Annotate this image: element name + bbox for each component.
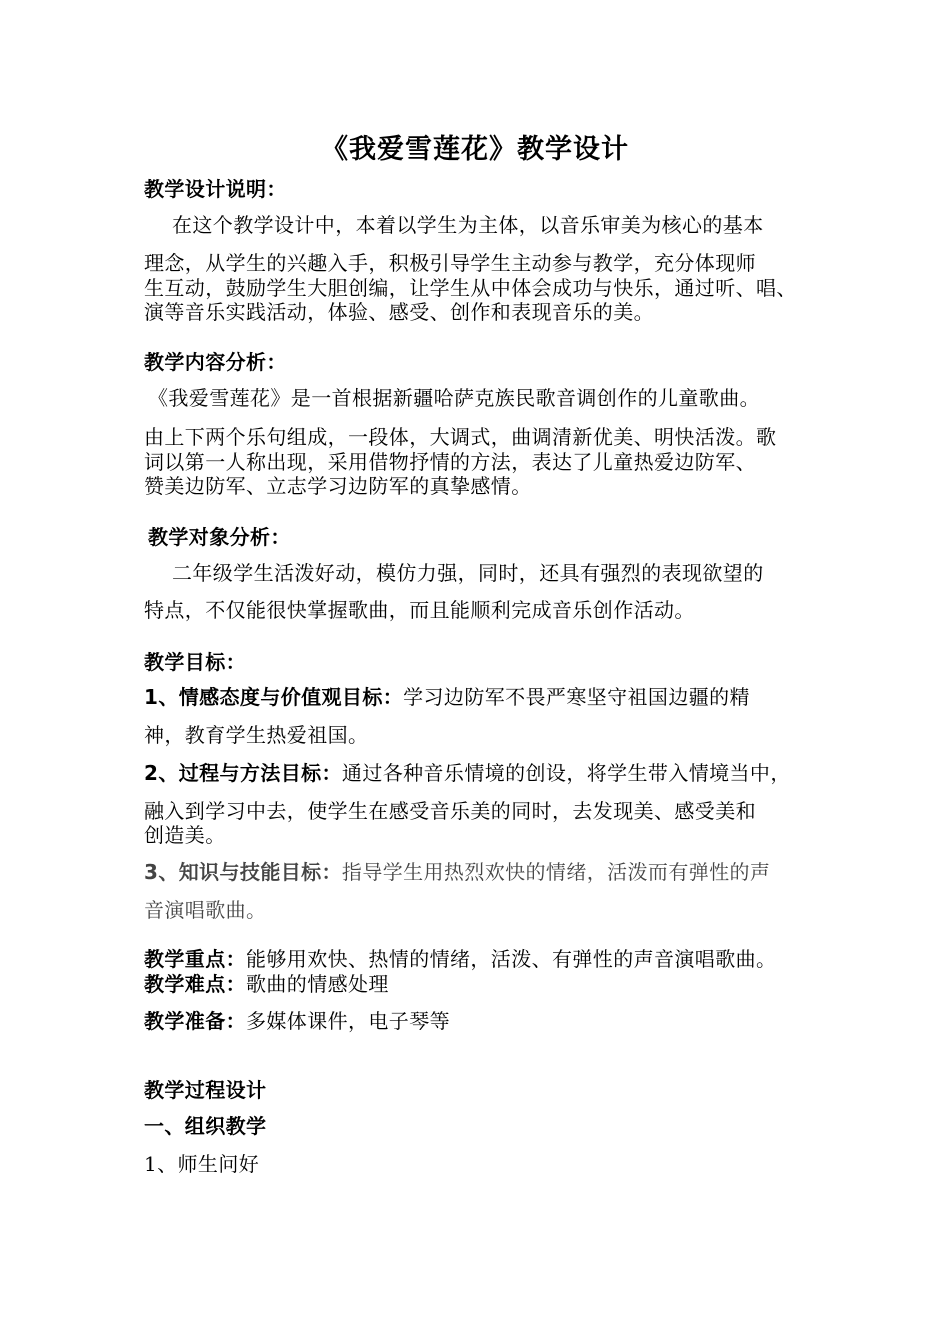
goal-2-label: 2、过程与方法目标： <box>144 761 342 785</box>
audience-analysis-heading: 教学对象分析： <box>148 525 291 549</box>
goal-3-text: 指导学生用热烈欢快的情绪，活泼而有弹性的声 <box>341 860 771 884</box>
process-heading: 教学过程设计 <box>144 1078 267 1102</box>
goal-2-continued: 创造美。 <box>144 823 226 847</box>
process-section-1: 一、组织教学 <box>144 1114 267 1138</box>
goal-2-continued: 融入到学习中去，使学生在感受音乐美的同时，去发现美、感受美和 <box>144 799 756 823</box>
goal-1-label: 1、情感态度与价值观目标： <box>144 685 404 709</box>
goal-3-label: 3、知识与技能目标： <box>144 860 342 884</box>
audience-analysis-line: 二年级学生活泼好动，模仿力强，同时，还具有强烈的表现欲望的 <box>172 561 764 585</box>
goal-1 <box>144 684 750 710</box>
content-analysis-line: 词以第一人称出现，采用借物抒情的方法，表达了儿童热爱边防军、 <box>144 450 756 474</box>
content-analysis-heading: 教学内容分析： <box>144 350 287 374</box>
teaching-difficulty <box>144 971 389 997</box>
goal-1-continued: 神，教育学生热爱祖国。 <box>144 723 369 747</box>
content-analysis-line: 赞美边防军、立志学习边防军的真挚感情。 <box>144 474 532 498</box>
goals-heading: 教学目标： <box>144 650 246 674</box>
process-item-1: 1、师生问好 <box>144 1152 260 1176</box>
teaching-preparation-label: 教学准备： <box>144 1009 246 1033</box>
goal-2-text: 通过各种音乐情境的创设，将学生带入情境当中， <box>341 761 791 785</box>
document-title: 《我爱雪莲花》教学设计 <box>321 134 629 165</box>
audience-analysis-line: 特点，不仅能很快掌握歌曲，而且能顺利完成音乐创作活动。 <box>144 598 695 622</box>
teaching-focus-text: 能够用欢快、热情的情绪，活泼、有弹性的声音演唱歌曲。 <box>246 947 777 971</box>
design-note-heading: 教学设计说明： <box>144 177 287 201</box>
design-note-line: 理念，从学生的兴趣入手，积极引导学生主动参与教学，充分体现师 <box>144 251 756 275</box>
goal-3 <box>144 859 770 885</box>
design-note-line: 生互动，鼓励学生大胆创编，让学生从中体会成功与快乐，通过听、唱、 <box>144 276 797 300</box>
goal-3-continued: 音演唱歌曲。 <box>144 898 267 922</box>
content-analysis-line: 由上下两个乐句组成，一段体，大调式，曲调清新优美、明快活泼。歌 <box>144 425 777 449</box>
goal-1-text: 学习边防军不畏严寒坚守祖国边疆的精 <box>403 685 750 709</box>
teaching-focus-label: 教学重点： <box>144 947 246 971</box>
design-note-line: 在这个教学设计中，本着以学生为主体，以音乐审美为核心的基本 <box>172 213 764 237</box>
goal-2 <box>144 760 791 786</box>
teaching-focus <box>144 946 776 972</box>
teaching-preparation <box>144 1008 450 1034</box>
teaching-difficulty-label: 教学难点： <box>144 972 246 996</box>
teaching-preparation-text: 多媒体课件，电子琴等 <box>246 1009 450 1033</box>
content-analysis-line: 《我爱雪莲花》是一首根据新疆哈萨克族民歌音调创作的儿童歌曲。 <box>148 386 760 410</box>
design-note-line: 演等音乐实践活动，体验、感受、创作和表现音乐的美。 <box>144 300 654 324</box>
teaching-difficulty-text: 歌曲的情感处理 <box>246 972 389 996</box>
